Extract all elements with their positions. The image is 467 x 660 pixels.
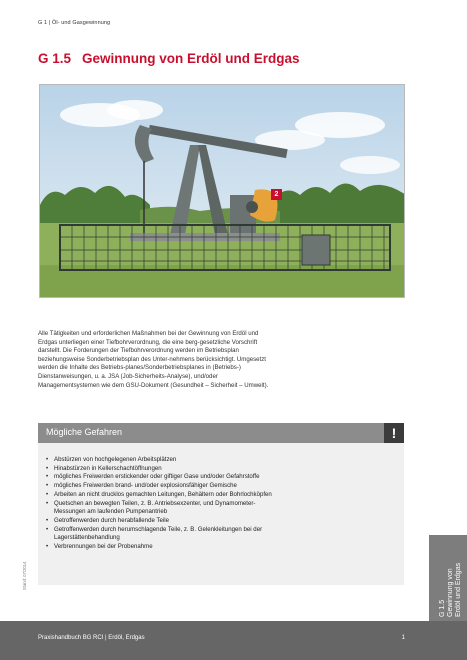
list-item: • Quetschen an bewegten Teilen, z. B. Antriebsexzenter, und Dynamometer-Messungen am laufenden Pumpenantrieb	[46, 500, 286, 517]
hazards-header	[38, 423, 404, 443]
chapter-tab[interactable]	[429, 535, 467, 621]
running-head: G 1 | Öl- und Gasgewinnung	[38, 20, 111, 26]
version-note: Stand: 07/2014	[22, 561, 27, 590]
list-item: • Hinabstürzen in Kellerschachtöffnungen	[46, 465, 286, 474]
section-title: Gewinnung von Erdöl und Erdgas	[82, 51, 300, 66]
figure-marker: 2	[271, 189, 282, 200]
section-number: G 1.5	[38, 51, 72, 66]
list-item: • mögliches Freiwerden erstickender oder giftiger Gase und/oder Gefahrstoffe	[46, 473, 286, 482]
chapter-tab-number: G 1.5	[439, 599, 446, 617]
chapter-tab-label	[439, 563, 463, 617]
list-item: • Arbeiten an nicht drucklos gemachten Leitungen, Behältern oder Bohrlochköpfen	[46, 491, 286, 500]
hazards-panel	[38, 423, 404, 585]
page-number: 1	[401, 635, 405, 641]
hazards-title: Mögliche Gefahren	[46, 427, 123, 437]
list-item: • Getroffenwerden durch herabfallende Teile	[46, 517, 286, 526]
chapter-tab-title-2: Erdöl und Erdgas	[455, 562, 462, 617]
exclamation-icon: !	[384, 423, 404, 443]
page-title	[38, 51, 300, 66]
intro-paragraph: Alle Tätigkeiten und erforderlichen Maßnahmen bei der Gewinnung von Erdöl und Erdgas unterliegen einer Tiefbohrverordnung, die eine berg-gesetzliche Vorschrift darstellt. Die Forderungen der Tiefbohrverordnung werden im Betriebsplan beziehungsweise Sonderbetriebsplan des Unter-nehmens berücksichtigt. Umgesetzt werden die Inhalte des Betriebs-planes/Sonderbetriebsplanes in (Betriebs-) Dienstanweisungen, u. a. JSA (Job-Sicherheits-Analyse), und/oder Managementsystemen wie dem GSU-Dokument (Gesundheit – Sicherheit – Umwelt).	[38, 330, 269, 389]
chapter-tab-title-1: Gewinnung von	[447, 568, 454, 617]
footer-title: Praxishandbuch BG RCI | Erdöl, Erdgas	[38, 635, 145, 641]
list-item: • mögliches Freiwerden brand- und/oder explosionsfähiger Gemische	[46, 482, 286, 491]
pumpjack-illustration	[39, 84, 405, 298]
list-item: • Getroffenwerden durch herumschlagende Teile, z. B. Gelenkleitungen bei der Lagerstättenbehandlung	[46, 526, 286, 543]
hazards-list	[46, 456, 286, 552]
list-item: • Verbrennungen bei der Probenahme	[46, 543, 286, 552]
page-footer	[0, 621, 467, 660]
list-item: • Abstürzen von hochgelegenen Arbeitsplätzen	[46, 456, 286, 465]
